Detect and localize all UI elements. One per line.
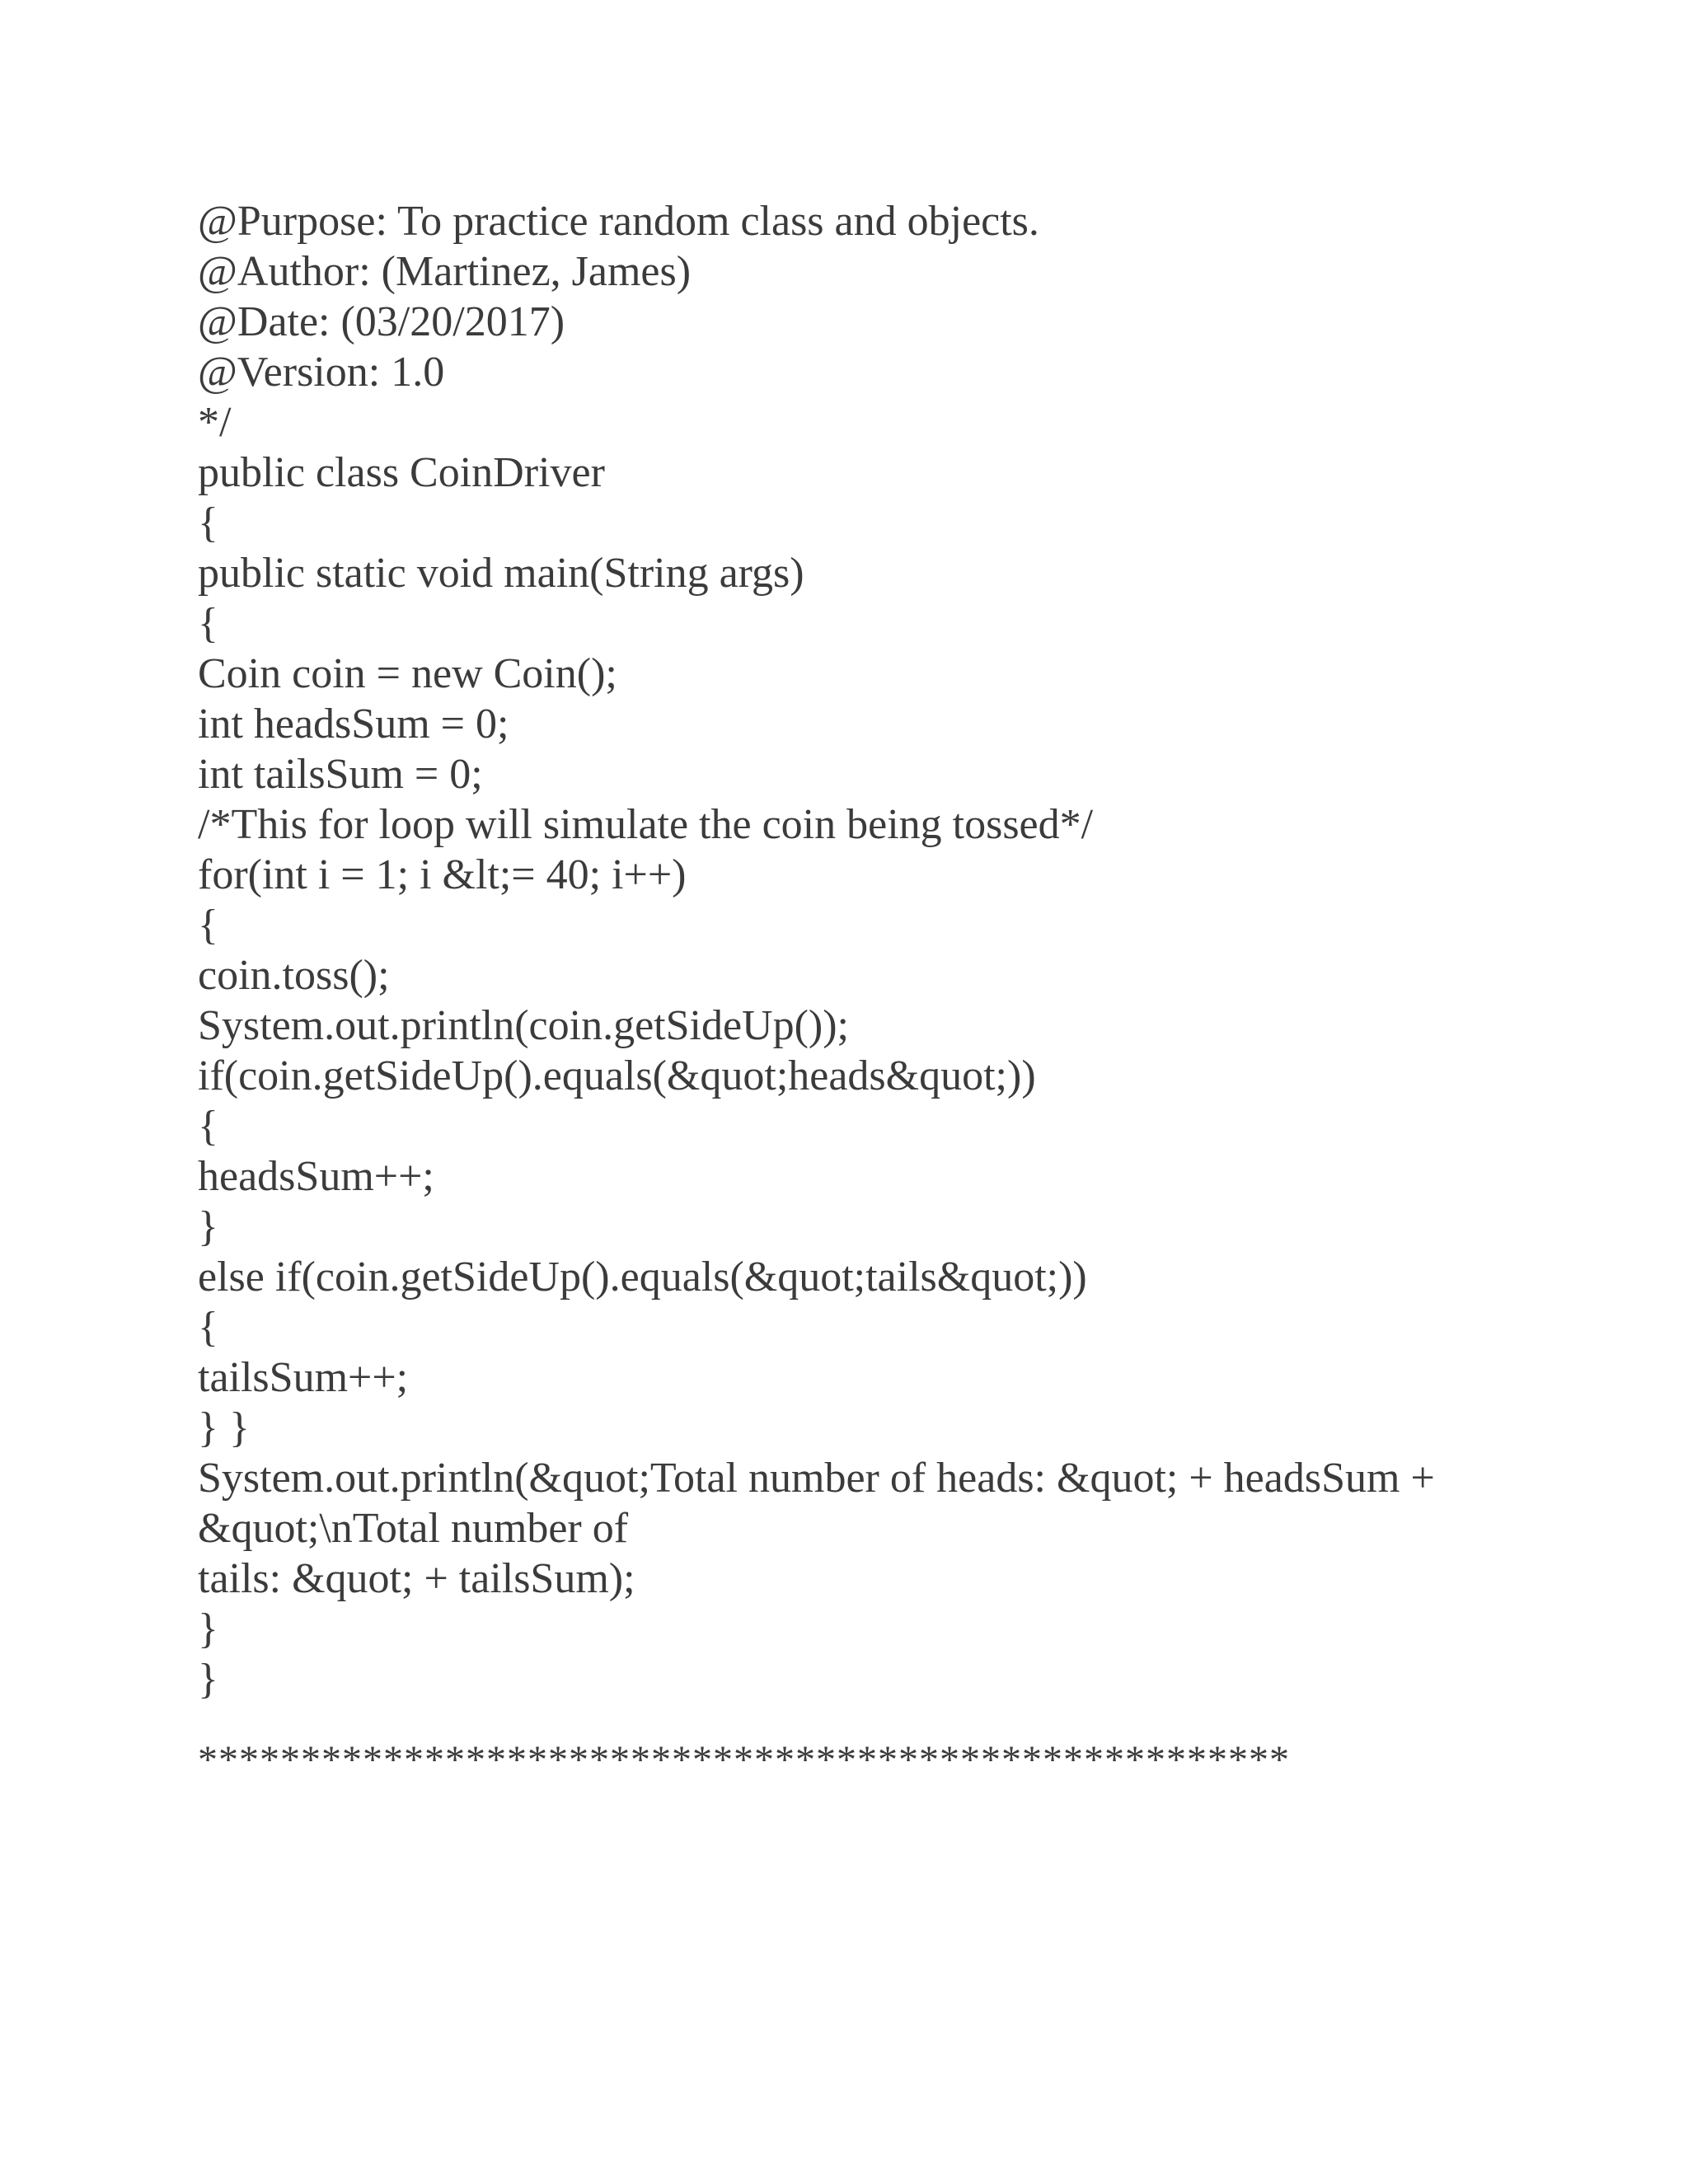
code-line: } (198, 1203, 218, 1250)
code-line: int headsSum = 0; (198, 701, 509, 748)
code-line: { (198, 499, 218, 546)
code-line: { (198, 1304, 218, 1351)
code-line: tails: &quot; + tailsSum); (198, 1555, 635, 1602)
code-line: { (198, 1103, 218, 1150)
code-line: { (198, 902, 218, 949)
code-line: coin.toss(); (198, 952, 390, 999)
code-line: } } (198, 1404, 250, 1451)
code-line: } (198, 1605, 218, 1652)
code-line: @Author: (Martinez, James) (198, 248, 692, 295)
code-line: if(coin.getSideUp().equals(&quot;heads&quot;)) (198, 1052, 1036, 1099)
code-line: else if(coin.getSideUp().equals(&quot;tails&quot;)) (198, 1254, 1087, 1301)
code-line: } (198, 1656, 218, 1703)
code-line: */ (198, 399, 232, 446)
code-line: System.out.println(&quot;Total number of heads: &quot; + headsSum + (198, 1455, 1435, 1502)
code-line: public static void main(String args) (198, 550, 804, 597)
code-line: @Version: 1.0 (198, 349, 445, 396)
code-line: headsSum++; (198, 1153, 434, 1200)
code-line: public class CoinDriver (198, 449, 605, 496)
code-line: Coin coin = new Coin(); (198, 650, 617, 697)
code-line: { (198, 600, 218, 647)
code-line: for(int i = 1; i &lt;= 40; i++) (198, 851, 687, 898)
code-listing (198, 196, 1550, 1704)
code-line: System.out.println(coin.getSideUp()); (198, 1002, 850, 1049)
code-line: @Purpose: To practice random class and objects. (198, 198, 1039, 245)
code-line: @Date: (03/20/2017) (198, 298, 565, 345)
asterisk-separator: ***************************************************** (198, 1738, 1290, 1782)
code-line: /*This for loop will simulate the coin being tossed*/ (198, 801, 1094, 848)
code-line: tailsSum++; (198, 1354, 409, 1401)
code-line: &quot;\nTotal number of (198, 1505, 629, 1552)
code-line: int tailsSum = 0; (198, 751, 483, 798)
